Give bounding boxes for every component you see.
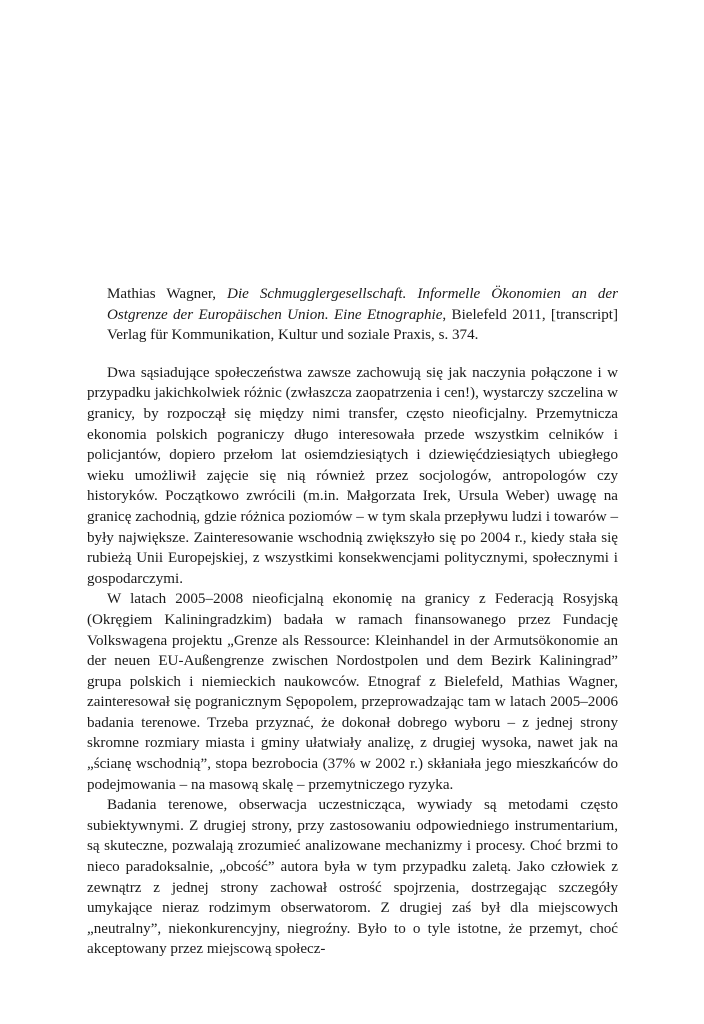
body-paragraph: Badania terenowe, obserwacja uczestnicząca, wywiady są metodami często subiektywnymi. Z drugiej strony, przy zastosowaniu odpowiedniego instrumentarium, są skuteczne, pozwalają zrozumieć analizowane mechanizmy i procesy. Choć brzmi to nieco paradoksalnie, „obcość” autora była w tym przypadku zaletą. Jako człowiek z zewnątrz z jednej strony zachował ostrość spojrzenia, dostrzegając szczegóły umykające nieraz rodzimym obserwatorom. Z drugiej zaś był dla miejscowych „neutralny”, niekonkurencyjny, niegroźny. Było to o tyle istotne, że przemyt, choć akceptowany przez miejscową społecz- [87,797,618,958]
document-page [87,284,618,960]
book-citation [107,284,618,346]
citation-publication-details: , Bielefeld 2011, [transcript] Verlag für Kommunikation, Kultur und soziale Praxis, s. 374. [107,306,618,344]
body-paragraph: W latach 2005–2008 nieoficjalną ekonomię na granicy z Federacją Rosyjską (Okręgiem Kaliningradzkim) badała w ramach finansowanego przez Fundację Volkswagena projektu „Grenze als Ressource: Kleinhandel in der Armutsökonomie an der neuen EU-Außengrenze zwischen Nordostpolen und dem Bezirk Kaliningrad” grupa polskich i niemieckich naukowców. Etnograf z Bielefeld, Mathias Wagner, zainteresował się pogranicznym Sępopolem, przeprowadzając tam w latach 2005–2006 badania terenowe. Trzeba przyznać, że dokonał dobrego wyboru – z jednej strony skromne rozmiary miasta i gminy ułatwiały analizę, z drugiej wysoka, nawet jak na „ścianę wschodnią”, stopa bezrobocia (37% w 2002 r.) skłaniała jego mieszkańców do podejmowania – na masową skalę – przemytniczego ryzyka. [87,591,618,793]
body-paragraph: Dwa sąsiadujące społeczeństwa zawsze zachowują się jak naczynia połączone i w przypadku jakichkolwiek różnic (zwłaszcza zaopatrzenia i cen!), wystarczy szczelina w granicy, by rozpoczął się między nimi transfer, często nieoficjalny. Przemytnicza ekonomia polskich pograniczy długo interesowała przede wszystkim celników i policjantów, dopiero przełom lat osiemdziesiątych i dziewięćdziesiątych ubiegłego wieku umożliwił zajęcie się nią również przez socjologów, antropologów czy historyków. Początkowo zwrócili (m.in. Małgorzata Irek, Ursula Weber) uwagę na granicę zachodnią, gdzie różnica poziomów – w tym skala przepływu ludzi i towarów – były największe. Zainteresowanie wschodnią zwiększyło się po 2004 r., kiedy stała się rubieżą Unii Europejskiej, z wszystkimi konsekwencjami politycznymi, społecznymi i gospodarczymi. [87,364,618,587]
citation-title: Die Schmugglergesellschaft. Informelle Ökonomien an der Ostgrenze der Europäischen Union. Eine Etnographie [107,286,618,323]
citation-author: Mathias Wagner, [107,286,228,302]
